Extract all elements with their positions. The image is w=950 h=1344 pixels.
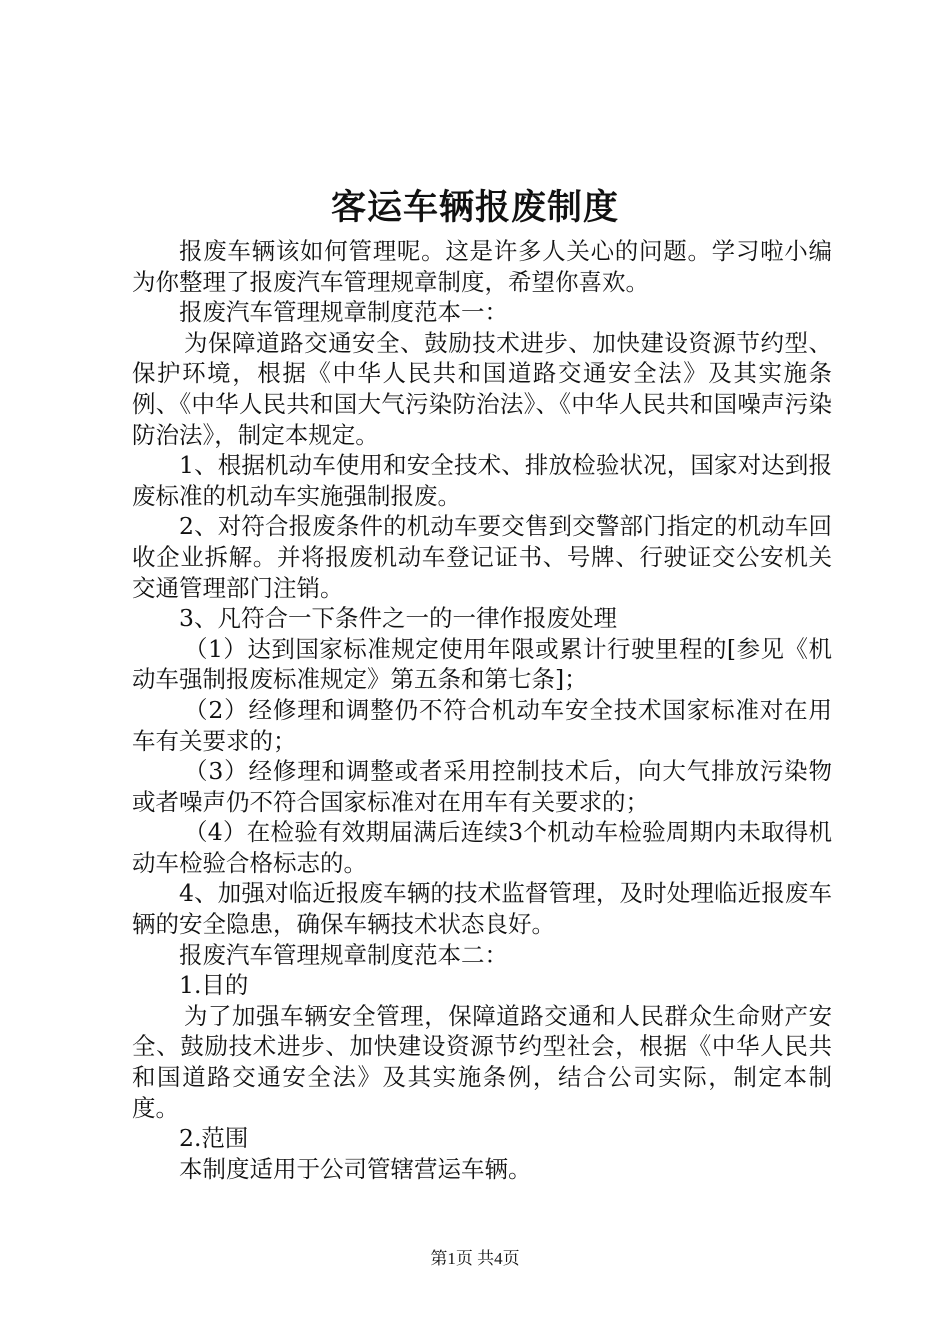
page-footer: 第1页 共4页 bbox=[430, 1249, 520, 1268]
section-heading-template-two: 报废汽车管理规章制度范本二： bbox=[179, 940, 508, 969]
condition-item-4: （4）在检验有效期届满后连续3个机动车检验周期内未取得机动车检验合格标志的。 bbox=[132, 818, 832, 877]
rule-item-3: 3、凡符合一下条件之一的一律作报废处理 bbox=[179, 604, 617, 633]
subheading-scope: 2.范围 bbox=[179, 1124, 249, 1153]
purpose-paragraph: 为保障道路交通安全、鼓励技术进步、加快建设资源节约型、保护环境，根据《中华人民共和国道路交通安全法》及其实施条例、《中华人民共和国大气污染防治法》、《中华人民共和国噪声污染防治法》，制定本规定。 bbox=[132, 328, 832, 449]
subheading-purpose: 1.目的 bbox=[179, 971, 249, 1000]
rule-item-4: 4、加强对临近报废车辆的技术监督管理，及时处理临近报废车辆的安全隐患，确保车辆技术状态良好。 bbox=[132, 879, 832, 939]
document-body bbox=[132, 236, 832, 1184]
rule-item-2: 2、对符合报废条件的机动车要交售到交警部门指定的机动车回收企业拆解。并将报废机动车登记证书、号牌、行驶证交公安机关交通管理部门注销。 bbox=[132, 512, 832, 602]
purpose-paragraph-two: 为了加强车辆安全管理，保障道路交通和人民群众生命财产安全、鼓励技术进步、加快建设资源节约型社会，根据《中华人民共和国道路交通安全法》及其实施条例，结合公司实际，制定本制度。 bbox=[132, 1001, 832, 1122]
document-title: 客运车辆报废制度 bbox=[330, 187, 619, 228]
rule-item-1: 1、根据机动车使用和安全技术、排放检验状况，国家对达到报废标准的机动车实施强制报废。 bbox=[132, 451, 832, 510]
condition-item-3: （3）经修理和调整或者采用控制技术后，向大气排放污染物或者噪声仍不符合国家标准对在用车有关要求的； bbox=[132, 757, 832, 816]
section-heading-template-one: 报废汽车管理规章制度范本一： bbox=[179, 298, 508, 327]
intro-paragraph: 报废车辆该如何管理呢。这是许多人关心的问题。学习啦小编为你整理了报废汽车管理规章制度，希望你喜欢。 bbox=[132, 237, 832, 296]
scope-paragraph: 本制度适用于公司管辖营运车辆。 bbox=[179, 1154, 532, 1183]
condition-item-2: （2）经修理和调整仍不符合机动车安全技术国家标准对在用车有关要求的； bbox=[132, 695, 832, 755]
condition-item-1: （1）达到国家标准规定使用年限或累计行驶里程的[参见《机动车强制报废标准规定》第五条和第七条]； bbox=[132, 634, 832, 694]
